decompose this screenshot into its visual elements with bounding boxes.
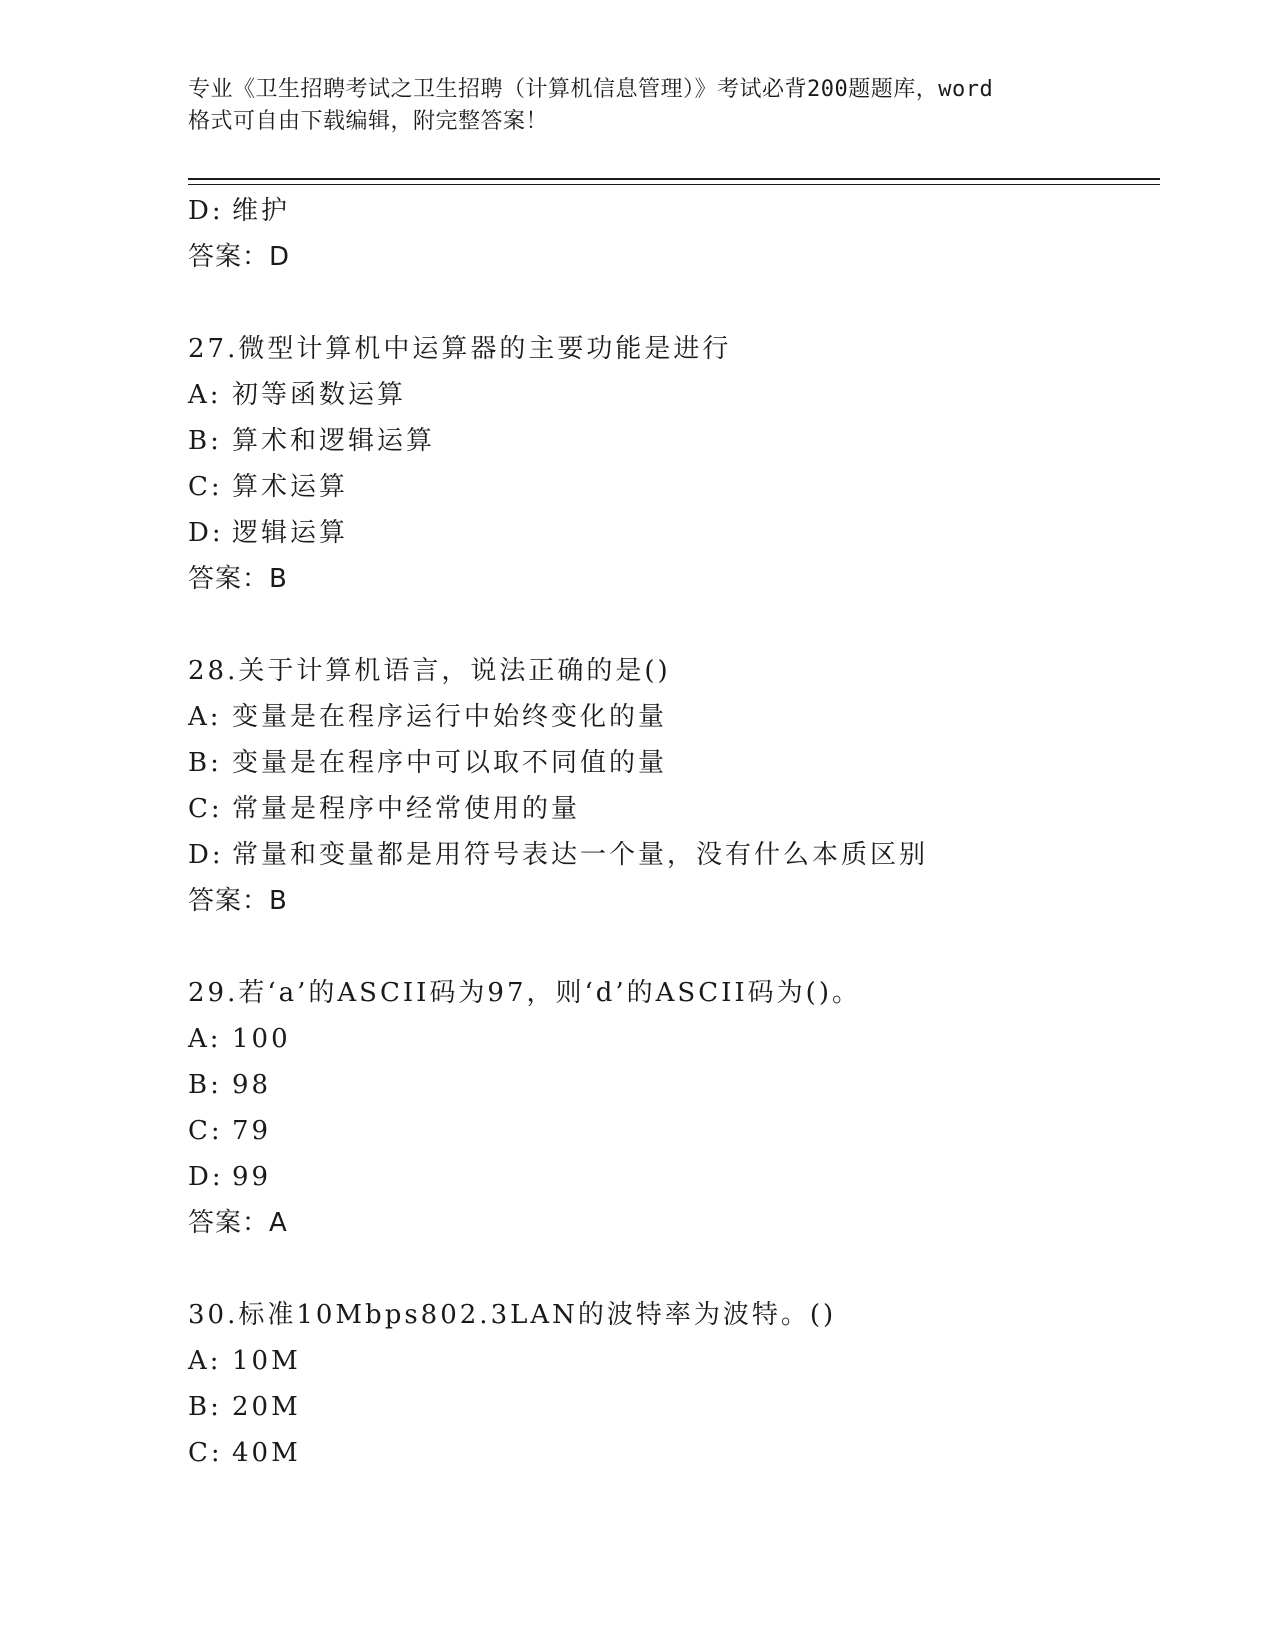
question-list (188, 188, 1160, 1476)
question-stem: 30.标准10Mbps802.3LAN的波特率为波特。() (188, 1300, 837, 1330)
option-text: 常量和变量都是用符号表达一个量，没有什么本质区别 (232, 840, 929, 870)
spacer (188, 924, 1160, 970)
option-key: D: (188, 196, 224, 226)
option-text: 40M (232, 1438, 301, 1468)
option-d (188, 1154, 1160, 1200)
header-line-2: 格式可自由下载编辑，附完整答案！ (188, 109, 549, 134)
answer-line: 答案：D (188, 242, 291, 272)
option-key: B: (188, 748, 222, 778)
option-text: 算术运算 (232, 472, 349, 502)
question-stem: 29.若‘a’的ASCII码为97，则‘d’的ASCII码为()。 (188, 978, 861, 1008)
option-d (188, 832, 1160, 878)
option-key: C: (188, 472, 223, 502)
document-header (188, 74, 1088, 138)
option-key: C: (188, 1116, 223, 1146)
option-a (188, 1016, 1160, 1062)
option-text: 变量是在程序运行中始终变化的量 (232, 702, 668, 732)
option-a (188, 1338, 1160, 1384)
option-key: A: (188, 1024, 222, 1054)
option-b (188, 418, 1160, 464)
option-text: 10M (232, 1346, 301, 1376)
answer-line: 答案：B (188, 564, 288, 594)
spacer (188, 1246, 1160, 1292)
option-b (188, 1062, 1160, 1108)
option-key: B: (188, 1070, 222, 1100)
answer-line: 答案：A (188, 1208, 288, 1238)
option-key: D: (188, 840, 224, 870)
option-key: A: (188, 702, 222, 732)
option-text: 100 (232, 1024, 291, 1054)
option-text: 79 (232, 1116, 272, 1146)
option-c (188, 786, 1160, 832)
option-key: B: (188, 1392, 222, 1422)
option-a (188, 372, 1160, 418)
header-line-1: 专业《卫生招聘考试之卫生招聘（计算机信息管理）》考试必背200题题库，word (188, 77, 994, 102)
option-text: 99 (232, 1162, 272, 1192)
option-b (188, 1384, 1160, 1430)
spacer (188, 280, 1160, 326)
option-key: C: (188, 794, 223, 824)
option-text: 98 (232, 1070, 272, 1100)
option-key: D: (188, 518, 224, 548)
option-key: C: (188, 1438, 223, 1468)
option-text: 初等函数运算 (232, 380, 407, 410)
option-text: 变量是在程序中可以取不同值的量 (232, 748, 668, 778)
option-text: 维护 (232, 196, 291, 226)
spacer (188, 602, 1160, 648)
question-stem: 27.微型计算机中运算器的主要功能是进行 (188, 334, 732, 364)
header-divider (188, 178, 1160, 180)
option-a (188, 694, 1160, 740)
option-key: A: (188, 1346, 222, 1376)
option-c (188, 464, 1160, 510)
option-d (188, 510, 1160, 556)
option-key: B: (188, 426, 222, 456)
answer-line: 答案：B (188, 886, 288, 916)
option-text: 20M (232, 1392, 301, 1422)
option-c (188, 1430, 1160, 1476)
question-stem: 28.关于计算机语言，说法正确的是() (188, 656, 671, 686)
option-b (188, 740, 1160, 786)
option-c (188, 1108, 1160, 1154)
option-text: 算术和逻辑运算 (232, 426, 436, 456)
option-key: D: (188, 1162, 224, 1192)
header-divider-thin (188, 184, 1160, 185)
option-key: A: (188, 380, 222, 410)
option-text: 逻辑运算 (232, 518, 349, 548)
option-d (188, 188, 1160, 234)
option-text: 常量是程序中经常使用的量 (232, 794, 581, 824)
